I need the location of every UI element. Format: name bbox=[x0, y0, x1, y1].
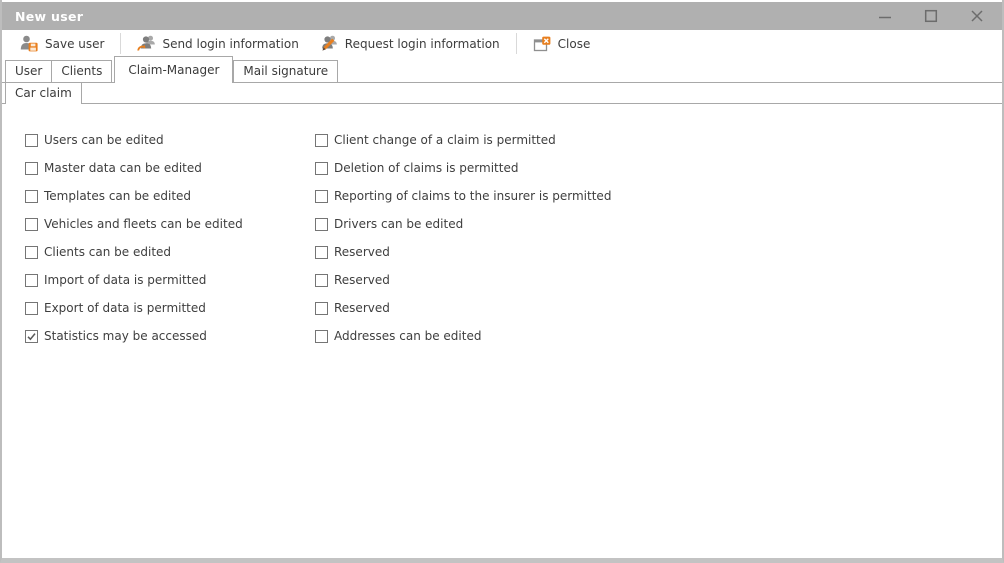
tab-user[interactable] bbox=[5, 60, 52, 82]
permission-checkbox[interactable] bbox=[25, 190, 38, 203]
tab-claim-manager-label: Claim-Manager bbox=[128, 63, 220, 77]
permission-checkbox[interactable] bbox=[25, 218, 38, 231]
permission-checkbox[interactable] bbox=[315, 134, 328, 147]
permission-checkbox[interactable] bbox=[25, 274, 38, 287]
permission-label: Templates can be edited bbox=[44, 189, 192, 203]
tab-user-label: User bbox=[15, 64, 43, 78]
permission-label: Reserved bbox=[334, 301, 390, 315]
permission-row bbox=[315, 238, 611, 266]
main-tabstrip bbox=[2, 57, 1002, 83]
permission-row bbox=[315, 182, 611, 210]
close-icon bbox=[970, 9, 984, 23]
permission-checkbox[interactable] bbox=[315, 162, 328, 175]
permission-label: Reporting of claims to the insurer is permitted bbox=[334, 189, 612, 203]
permissions-column-right bbox=[315, 126, 611, 350]
permission-checkbox[interactable] bbox=[25, 302, 38, 315]
titlebar bbox=[2, 2, 1002, 30]
permission-checkbox[interactable] bbox=[315, 190, 328, 203]
minimize-icon bbox=[878, 9, 892, 23]
close-toolbar-button[interactable] bbox=[523, 32, 601, 56]
send-login-information-button[interactable] bbox=[127, 32, 308, 56]
close-button[interactable] bbox=[969, 8, 985, 24]
subtab-car-claim-label: Car claim bbox=[15, 86, 72, 100]
permission-checkbox[interactable] bbox=[25, 330, 38, 343]
permission-checkbox[interactable] bbox=[315, 302, 328, 315]
permission-row bbox=[25, 182, 243, 210]
request-login-information-button[interactable] bbox=[309, 32, 510, 56]
tab-mail-signature[interactable] bbox=[233, 60, 338, 82]
permission-row bbox=[25, 266, 243, 294]
save-user-icon bbox=[20, 35, 38, 52]
subtab-car-claim[interactable] bbox=[5, 82, 82, 104]
permission-label: Master data can be edited bbox=[44, 161, 202, 175]
permission-row bbox=[25, 126, 243, 154]
permission-label: Import of data is permitted bbox=[44, 273, 207, 287]
permission-label: Drivers can be edited bbox=[334, 217, 464, 231]
permission-label: Deletion of claims is permitted bbox=[334, 161, 519, 175]
permission-checkbox[interactable] bbox=[315, 218, 328, 231]
permission-checkbox[interactable] bbox=[25, 162, 38, 175]
permission-checkbox[interactable] bbox=[315, 274, 328, 287]
send-login-icon bbox=[137, 35, 155, 52]
toolbar-separator bbox=[516, 33, 517, 54]
tab-clients[interactable] bbox=[51, 60, 112, 82]
permissions-column-left bbox=[25, 126, 243, 350]
tab-claim-manager[interactable] bbox=[114, 56, 233, 83]
permission-row bbox=[315, 266, 611, 294]
permission-label: Reserved bbox=[334, 273, 390, 287]
toolbar bbox=[2, 30, 1002, 57]
permission-checkbox[interactable] bbox=[25, 246, 38, 259]
request-login-information-label: Request login information bbox=[344, 36, 500, 51]
minimize-button[interactable] bbox=[877, 8, 893, 24]
permission-row bbox=[25, 210, 243, 238]
permission-row bbox=[25, 238, 243, 266]
permission-row bbox=[25, 294, 243, 322]
maximize-button[interactable] bbox=[923, 8, 939, 24]
save-user-label: Save user bbox=[45, 36, 105, 51]
permission-label: Export of data is permitted bbox=[44, 301, 206, 315]
permission-label: Users can be edited bbox=[44, 133, 164, 147]
tab-clients-label: Clients bbox=[61, 64, 103, 78]
maximize-icon bbox=[924, 9, 938, 23]
permission-row bbox=[315, 126, 611, 154]
permission-row bbox=[25, 322, 243, 350]
permission-checkbox[interactable] bbox=[315, 246, 328, 259]
save-user-button[interactable] bbox=[10, 32, 114, 56]
permission-row bbox=[25, 154, 243, 182]
permission-row bbox=[315, 210, 611, 238]
check-icon bbox=[27, 332, 36, 341]
permission-checkbox[interactable] bbox=[25, 134, 38, 147]
permission-row bbox=[315, 294, 611, 322]
permission-row bbox=[315, 154, 611, 182]
close-window-icon bbox=[533, 36, 551, 52]
close-toolbar-label: Close bbox=[557, 36, 591, 51]
window-title: New user bbox=[15, 8, 84, 24]
permission-label: Addresses can be edited bbox=[334, 329, 482, 343]
sub-tabstrip bbox=[2, 83, 1002, 104]
permission-label: Client change of a claim is permitted bbox=[334, 133, 556, 147]
claim-manager-panel bbox=[2, 104, 1002, 558]
permission-label: Clients can be edited bbox=[44, 245, 172, 259]
permission-checkbox[interactable] bbox=[315, 330, 328, 343]
permission-label: Reserved bbox=[334, 245, 390, 259]
window-controls bbox=[877, 8, 990, 24]
tab-mail-signature-label: Mail signature bbox=[243, 64, 329, 78]
send-login-information-label: Send login information bbox=[162, 36, 299, 51]
request-login-icon bbox=[319, 35, 338, 52]
permission-label: Statistics may be accessed bbox=[44, 329, 207, 343]
toolbar-separator bbox=[120, 33, 121, 54]
permission-row bbox=[315, 322, 611, 350]
permission-label: Vehicles and fleets can be edited bbox=[44, 217, 243, 231]
